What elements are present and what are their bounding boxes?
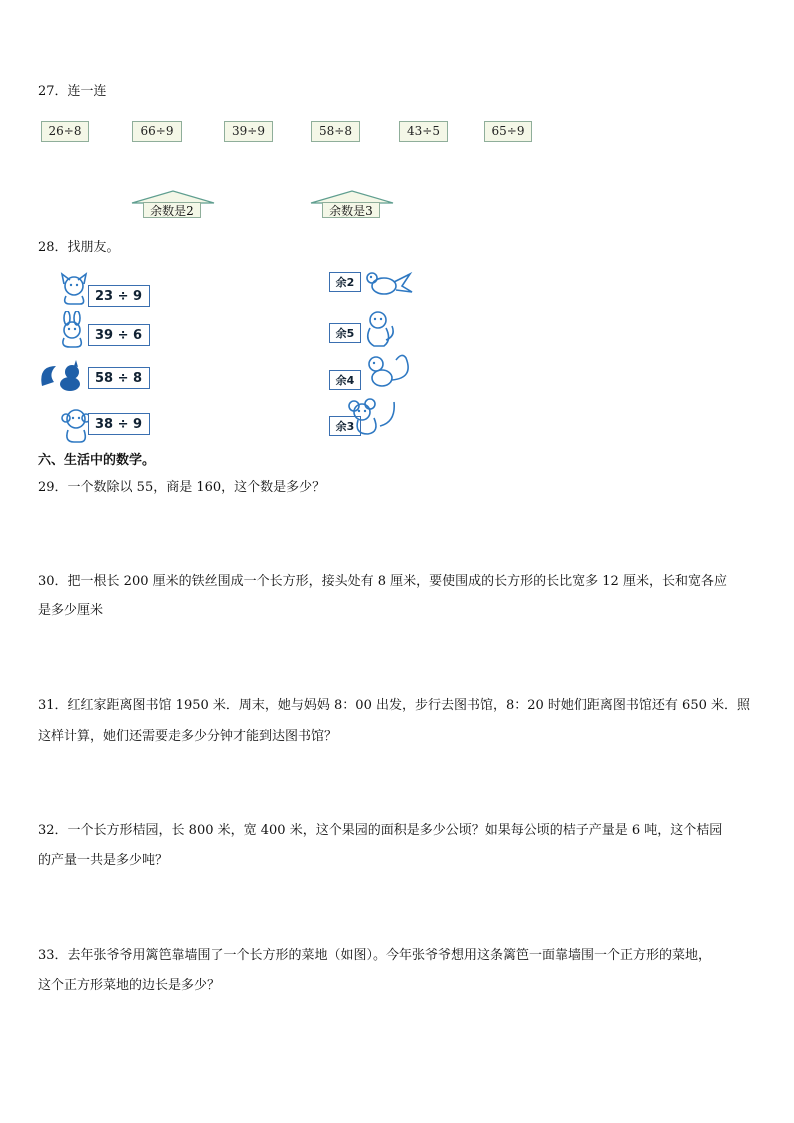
division-card-3[interactable]: 58 ÷ 8: [88, 367, 150, 389]
expression-box-6[interactable]: 65÷9: [484, 121, 532, 142]
expression-box-3[interactable]: 39÷9: [224, 121, 273, 142]
remainder-card-1[interactable]: 余2: [329, 272, 361, 292]
q32-text-line1: 32．一个长方形桔园，长 800 米，宽 400 米，这个果园的面积是多少公顷？如果每公顷的桔子产量是 6 吨，这个桔园: [38, 823, 723, 838]
monkey-icon: [360, 310, 396, 350]
expression-box-5[interactable]: 43÷5: [399, 121, 448, 142]
q30-text-line1: 30．把一根长 200 厘米的铁丝围成一个长方形，接头处有 8 厘米，要使围成的长方形的长比宽多 12 厘米，长和宽各应: [38, 574, 727, 589]
q32-text-line2: 的产量一共是多少吨？: [38, 853, 169, 868]
expression-box-1[interactable]: 26÷8: [41, 121, 89, 142]
mouse-icon: [346, 396, 400, 438]
division-card-4[interactable]: 38 ÷ 9: [88, 413, 150, 435]
remainder-label-1: 余数是2: [143, 202, 201, 218]
q30-text-line2: 是多少厘米: [38, 603, 104, 618]
q33-text-line1: 33．去年张爷爷用篱笆靠墙围了一个长方形的菜地（如图）。今年张爷爷想用这条篱笆一面靠墙围一个正方形的菜地，: [38, 948, 712, 963]
squirrel-icon: [362, 350, 416, 390]
section-heading: 六、生活中的数学。: [38, 453, 156, 468]
rabbit-icon: [54, 311, 90, 349]
cat-icon: [56, 270, 92, 306]
expression-box-4[interactable]: 58÷8: [311, 121, 360, 142]
remainder-card-3[interactable]: 余4: [329, 370, 361, 390]
remainder-card-2[interactable]: 余5: [329, 323, 361, 343]
q31-text-line2: 这样计算，她们还需要走多少分钟才能到达图书馆？: [38, 729, 338, 744]
q29-text: 29．一个数除以 55，商是 160，这个数是多少？: [38, 480, 326, 495]
q27-title: 27．连一连: [38, 84, 107, 99]
remainder-card-4[interactable]: 余3: [329, 416, 361, 436]
remainder-label-2: 余数是3: [322, 202, 380, 218]
q31-text-line1: 31．红红家距离图书馆 1950 米．周末，她与妈妈 8：00 出发，步行去图书馆，8：20 时她们距离图书馆还有 650 米．照: [38, 698, 750, 713]
remainder-house-2[interactable]: [310, 190, 394, 220]
bird-icon: [362, 266, 414, 300]
division-card-2[interactable]: 39 ÷ 6: [88, 324, 150, 346]
squirrel-icon: [38, 360, 90, 392]
expression-box-2[interactable]: 66÷9: [132, 121, 182, 142]
division-card-1[interactable]: 23 ÷ 9: [88, 285, 150, 307]
remainder-house-1[interactable]: [131, 190, 215, 220]
q33-text-line2: 这个正方形菜地的边长是多少？: [38, 978, 221, 993]
q28-title: 28．找朋友。: [38, 240, 120, 255]
